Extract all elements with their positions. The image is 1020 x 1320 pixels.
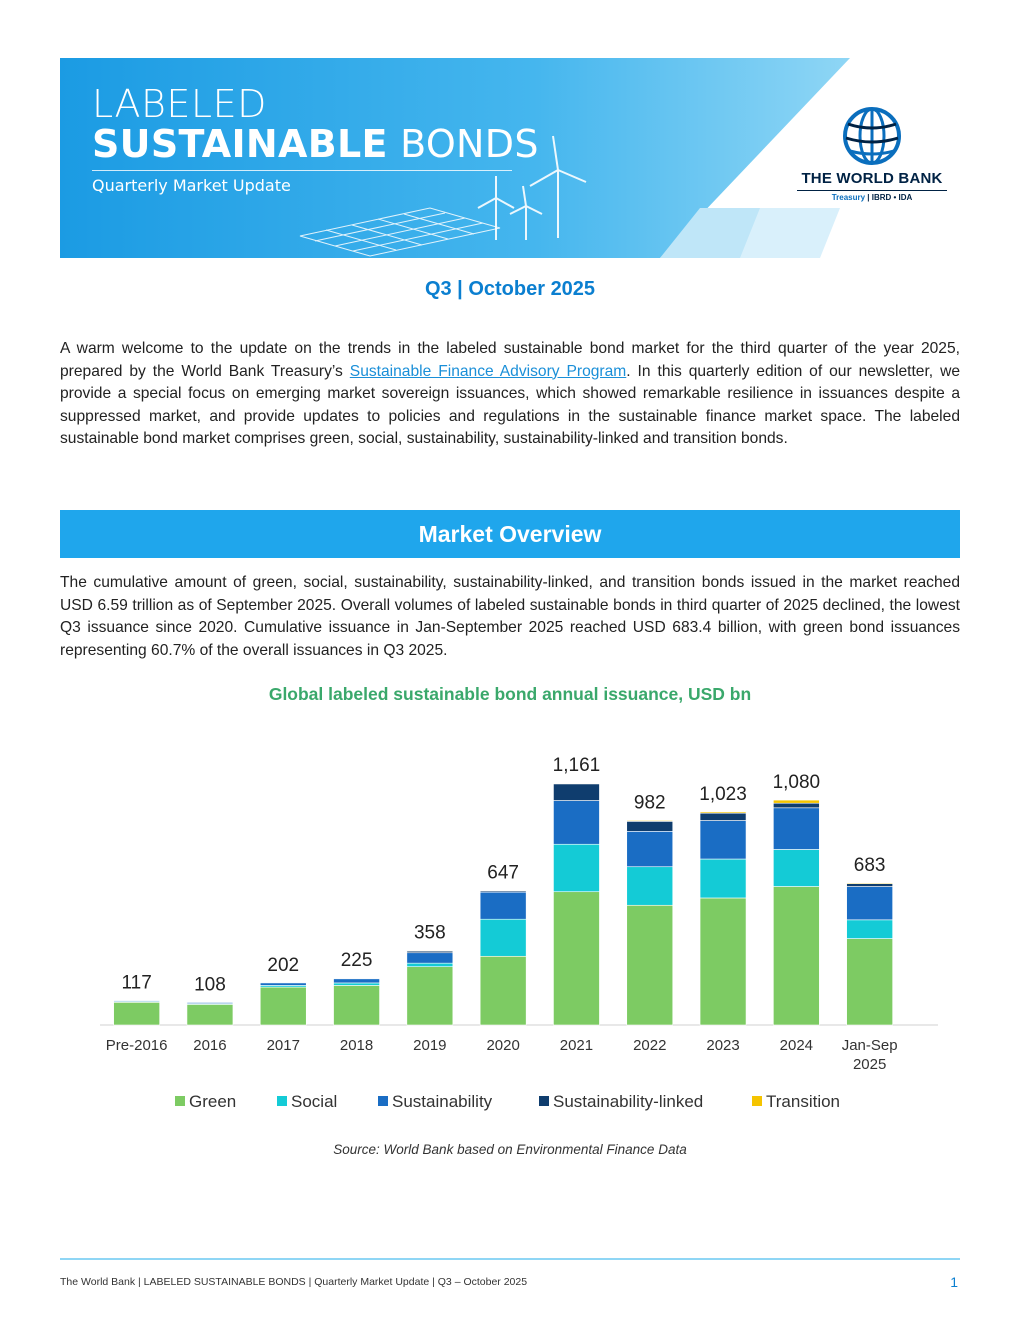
category-label-10-line2: 2025 bbox=[852, 1056, 887, 1073]
header-banner bbox=[60, 58, 960, 258]
total-label-2: 202 bbox=[267, 954, 300, 976]
logo-divider bbox=[797, 190, 947, 191]
chart-source: Source: World Bank based on Environmental Finance Data bbox=[333, 1142, 687, 1157]
bar-segment-transition-6 bbox=[553, 783, 599, 784]
bar-segment-green-5 bbox=[480, 956, 526, 1025]
bar-segment-green-2 bbox=[260, 987, 306, 1025]
total-label-5: 647 bbox=[487, 862, 520, 884]
bar-segment-sustainability-2 bbox=[260, 983, 306, 985]
bar-segment-sustainability-9 bbox=[773, 808, 819, 850]
bar-segment-sustainability-6 bbox=[553, 801, 599, 845]
bar-segment-sustainability-10 bbox=[847, 887, 893, 920]
total-label-8: 1,023 bbox=[699, 783, 747, 805]
footer-divider bbox=[60, 1258, 960, 1260]
category-label-2: 2017 bbox=[266, 1037, 300, 1054]
bar-segment-sustainability-linked-7 bbox=[627, 821, 673, 831]
bar-segment-sustainability-linked-8 bbox=[700, 813, 746, 820]
section-heading-market-overview: Market Overview bbox=[60, 510, 960, 558]
total-label-1: 108 bbox=[194, 974, 226, 996]
chart-title: Global labeled sustainable bond annual issuance, USD bn bbox=[268, 684, 752, 704]
bar-segment-green-10 bbox=[847, 939, 893, 1025]
category-label-5: 2020 bbox=[486, 1037, 520, 1054]
bar-segment-sustainability-1 bbox=[187, 1003, 233, 1004]
bar-segment-sustainability-linked-10 bbox=[847, 884, 893, 887]
bar-segment-sustainability-8 bbox=[700, 820, 746, 859]
bar-segment-social-7 bbox=[627, 867, 673, 906]
bar-segment-transition-9 bbox=[773, 800, 819, 803]
bar-segment-sustainability-linked-6 bbox=[553, 784, 599, 801]
bar-segment-transition-7 bbox=[627, 820, 673, 821]
legend-swatch-1 bbox=[277, 1096, 287, 1106]
sustainable-finance-link[interactable]: Sustainable Finance Advisory Program bbox=[349, 362, 627, 380]
banner-title-line1: LABELED bbox=[92, 82, 267, 126]
legend-swatch-3 bbox=[539, 1096, 549, 1106]
bar-segment-social-10 bbox=[847, 920, 893, 939]
legend-label-3: Sustainability-linked bbox=[553, 1092, 704, 1111]
bar-segment-green-4 bbox=[407, 967, 453, 1025]
legend-label-0: Green bbox=[189, 1092, 237, 1111]
bar-segment-social-4 bbox=[407, 963, 453, 967]
footer-text: The World Bank | LABELED SUSTAINABLE BONDS | Quarterly Market Update | Q3 – October 2025 bbox=[60, 1276, 528, 1288]
total-label-7: 982 bbox=[633, 792, 666, 814]
intro-paragraph bbox=[60, 338, 960, 451]
bar-segment-social-8 bbox=[700, 859, 746, 898]
bar-segment-transition-5 bbox=[480, 890, 526, 891]
total-label-3: 225 bbox=[340, 950, 373, 972]
logo-name: THE WORLD BANK bbox=[801, 170, 943, 187]
logo-subtitle bbox=[792, 193, 952, 202]
total-label-9: 1,080 bbox=[772, 772, 821, 794]
legend-label-1: Social bbox=[291, 1092, 338, 1111]
legend-swatch-4 bbox=[752, 1096, 762, 1106]
category-label-9: 2024 bbox=[779, 1037, 814, 1054]
intro-text-1: A warm welcome to the update on the trends in the labeled sustainable bond market for the third quarter of the year 2025, prepared by the World Bank Treasury’s bbox=[60, 340, 960, 380]
category-label-3: 2018 bbox=[339, 1037, 374, 1054]
total-label-0: 117 bbox=[121, 972, 152, 994]
bar-segment-sustainability-5 bbox=[480, 892, 526, 919]
bar-segment-transition-10 bbox=[847, 883, 893, 884]
total-label-4: 358 bbox=[413, 922, 446, 944]
bar-segment-sustainability-4 bbox=[407, 953, 453, 963]
banner-subtitle: Quarterly Market Update bbox=[92, 176, 291, 195]
issuance-bar-chart bbox=[60, 730, 960, 1130]
bar-segment-social-3 bbox=[334, 983, 380, 985]
bar-segment-sustainability-3 bbox=[334, 979, 380, 983]
bar-segment-green-8 bbox=[700, 898, 746, 1025]
logo-sub-treasury: Treasury bbox=[831, 193, 866, 202]
bar-segment-green-9 bbox=[773, 887, 819, 1025]
bar-segment-transition-4 bbox=[407, 950, 453, 951]
legend-label-4: Transition bbox=[766, 1092, 841, 1111]
category-label-6: 2021 bbox=[559, 1037, 594, 1054]
bar-segment-green-0 bbox=[114, 1002, 160, 1025]
legend-swatch-2 bbox=[378, 1096, 388, 1106]
bar-segment-green-1 bbox=[187, 1004, 233, 1025]
quarter-heading: Q3 | October 2025 bbox=[424, 278, 596, 300]
banner-divider bbox=[92, 170, 512, 171]
bar-segment-sustainability-7 bbox=[627, 831, 673, 866]
bar-segment-sustainability-linked-3 bbox=[334, 978, 380, 979]
legend-label-2: Sustainability bbox=[392, 1092, 493, 1111]
logo-sub-rest: | IBRD • IDA bbox=[865, 193, 913, 202]
category-label-4: 2019 bbox=[413, 1037, 447, 1054]
globe-icon bbox=[842, 106, 902, 166]
bar-segment-sustainability-0 bbox=[114, 1001, 160, 1002]
category-label-0: Pre-2016 bbox=[105, 1037, 168, 1054]
bar-segment-green-6 bbox=[553, 892, 599, 1025]
legend-swatch-0 bbox=[175, 1096, 185, 1106]
category-label-1: 2016 bbox=[193, 1037, 227, 1054]
banner-title-light: BONDS bbox=[387, 122, 539, 166]
overview-paragraph: The cumulative amount of green, social, sustainability, sustainability-linked, and transition bonds issued in the market reached USD 6.59 trillion as of September 2025. Overall volumes of labeled sustainable bonds in third quarter of 2025 declined, the lowest Q3 issuance since 2020. Cumulative issuance in Jan-September 2025 reached USD 683.4 billion, with green bond issuances representing 60.7% of the overall issuances in Q3 2025. bbox=[60, 574, 960, 659]
bar-segment-transition-8 bbox=[700, 812, 746, 813]
total-label-10: 683 bbox=[853, 854, 886, 876]
bar-segment-sustainability-linked-9 bbox=[773, 803, 819, 808]
bar-segment-social-6 bbox=[553, 844, 599, 891]
bar-segment-social-9 bbox=[773, 849, 819, 886]
bar-segment-green-3 bbox=[334, 985, 380, 1025]
world-bank-logo bbox=[792, 106, 952, 216]
bar-segment-green-7 bbox=[627, 905, 673, 1025]
bar-segment-social-5 bbox=[480, 919, 526, 956]
page-number: 1 bbox=[950, 1274, 958, 1290]
category-label-7: 2022 bbox=[633, 1037, 667, 1054]
category-label-8: 2023 bbox=[706, 1037, 740, 1054]
intro-text-2: . In this quarterly edition of our newsletter, we provide a special focus on emerging market sovereign issuances, which showed remarkable resilience in issuances despite a suppressed market, and provide updates to policies and regulations in the sustainable finance market space. The labeled sustainable bond market comprises green, social, sustainability, sustainability-linked and transition bonds. bbox=[60, 362, 961, 447]
banner-title-bold: SUSTAINABLE bbox=[92, 122, 388, 166]
category-label-10: Jan-Sep bbox=[841, 1037, 898, 1054]
total-label-6: 1,161 bbox=[552, 755, 601, 777]
banner-title-line2 bbox=[92, 122, 539, 166]
